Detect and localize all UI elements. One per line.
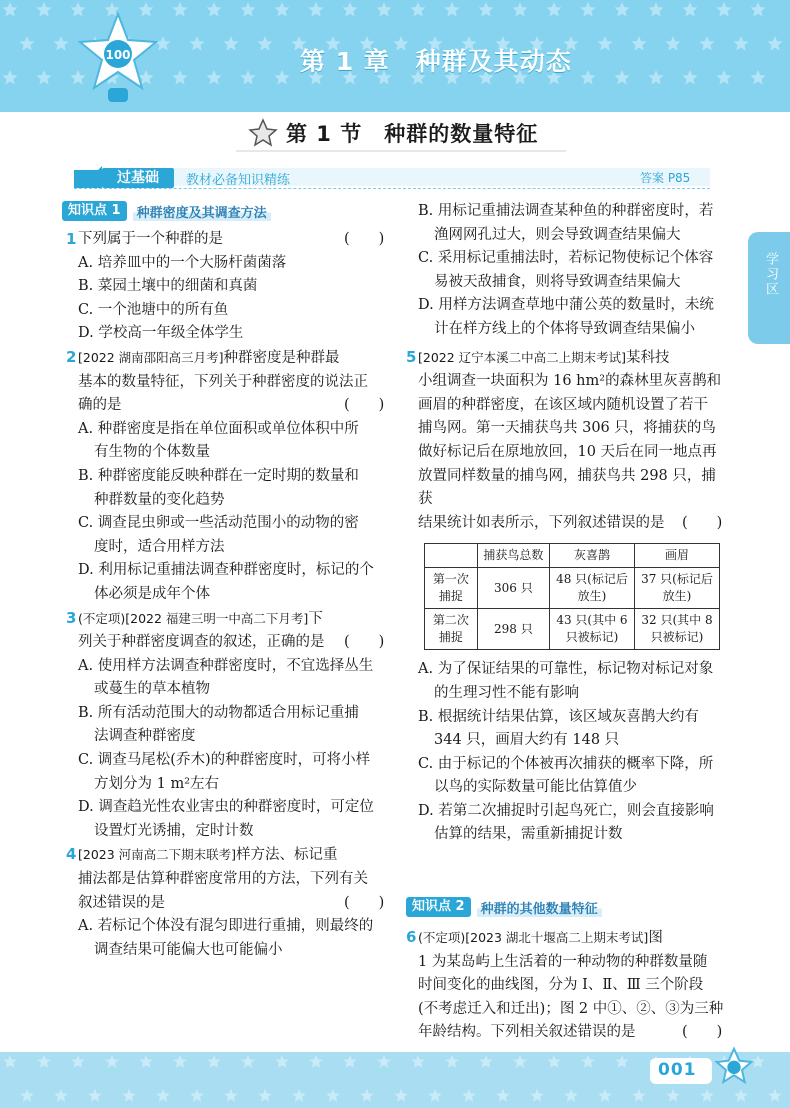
decor-star bbox=[206, 70, 221, 85]
decor-star bbox=[2, 70, 17, 85]
question-number: 6 bbox=[406, 928, 417, 946]
decor-star bbox=[513, 1055, 526, 1068]
table-cell: 第一次捕捉 bbox=[425, 568, 478, 609]
question-stem: 小组调查一块面积为 16 hm²的森林里灰喜鹊和 bbox=[418, 373, 722, 390]
decor-star bbox=[105, 1055, 118, 1068]
question-number: 4 bbox=[66, 845, 77, 864]
question-1 bbox=[66, 228, 390, 346]
option: A. 使用样方法调查种群密度时，不宜选择丛生 或蔓生的草本植物 bbox=[78, 657, 374, 698]
star-mascot-icon bbox=[78, 10, 158, 106]
decor-star bbox=[343, 1055, 356, 1068]
question-stem: 种群密度是种群最 bbox=[223, 349, 340, 366]
decor-star bbox=[19, 36, 34, 51]
question-2 bbox=[66, 346, 390, 607]
knowledge-point-2 bbox=[406, 896, 602, 918]
decor-star bbox=[274, 2, 289, 17]
option: B. 种群密度能反映种群在一定时期的数量和 种群数量的变化趋势 bbox=[78, 467, 359, 508]
decor-star bbox=[308, 2, 323, 17]
decor-star bbox=[360, 1089, 373, 1102]
decor-star bbox=[258, 1089, 271, 1102]
decor-star bbox=[223, 36, 238, 51]
question-6-block bbox=[406, 926, 728, 1045]
chapter-title: 第 1 章 种群及其动态 bbox=[300, 47, 572, 76]
decor-star bbox=[496, 1089, 509, 1102]
decor-star bbox=[172, 70, 187, 85]
decor-star bbox=[326, 1089, 339, 1102]
decor-star bbox=[512, 2, 527, 17]
decor-star bbox=[716, 2, 731, 17]
decor-star bbox=[598, 1089, 611, 1102]
table-cell: 第二次捕捉 bbox=[425, 609, 478, 650]
decor-star bbox=[632, 1089, 645, 1102]
decor-star bbox=[241, 1055, 254, 1068]
option: A. 培养皿中的一个大肠杆菌菌落 bbox=[78, 254, 287, 271]
question-5 bbox=[406, 346, 728, 848]
decor-star bbox=[666, 1089, 679, 1102]
question-number: 3 bbox=[66, 608, 77, 627]
decor-star bbox=[206, 2, 221, 17]
question-number: 1 bbox=[66, 230, 77, 248]
knowledge-point-title: 种群的其他数量特征 bbox=[477, 898, 602, 917]
option: C. 由于标记的个体被再次捕获的概率下降，所 以鸟的实际数量可能比估算值少 bbox=[418, 755, 714, 796]
table-cell: 37 只(标记后放生) bbox=[634, 568, 719, 609]
decor-star bbox=[733, 36, 748, 51]
table-cell: 298 只 bbox=[477, 609, 549, 650]
table-cell: 画眉 bbox=[634, 544, 719, 568]
foundation-subtitle: 教材必备知识精练 bbox=[186, 173, 291, 188]
decor-star bbox=[530, 1089, 543, 1102]
option: A. 若标记个体没有混匀即进行重捕，则最终的 调查结果可能偏大也可能偏小 bbox=[78, 918, 374, 958]
foundation-tag: 过基础 bbox=[102, 168, 174, 188]
decor-star bbox=[275, 1055, 288, 1068]
table-cell: 32 只(其中 8 只被标记) bbox=[634, 609, 719, 650]
question-source: [2023 湖北十堰高二上期末考试] bbox=[465, 930, 649, 945]
table-cell: 48 只(标记后放生) bbox=[549, 568, 634, 609]
decor-star bbox=[3, 1055, 16, 1068]
table-row bbox=[425, 609, 720, 650]
question-prefix: (不定项) bbox=[418, 930, 466, 945]
question-stem: 基本的数量特征，下列关于种群密度的说法正 bbox=[78, 373, 368, 390]
question-source: [2022 湖南邵阳高三月考] bbox=[78, 349, 224, 365]
decor-star bbox=[20, 1089, 33, 1102]
decor-star bbox=[122, 1089, 135, 1102]
option: B. 根据统计结果估算，该区域灰喜鹊大约有 344 只，画眉大约有 148 只 bbox=[418, 708, 699, 749]
question-stem: 结果统计如表所示，下列叙述错误的是 bbox=[418, 514, 665, 531]
question-stem: 时间变化的曲线图，分为 Ⅰ、Ⅱ、Ⅲ 三个阶段 bbox=[418, 977, 704, 994]
decor-star bbox=[682, 2, 697, 17]
decor-star bbox=[54, 1089, 67, 1102]
knowledge-point-tag: 知识点 1 bbox=[62, 201, 127, 221]
question-stem: 列关于种群密度调查的叙述，正确的是 bbox=[78, 634, 325, 651]
decor-star bbox=[207, 1055, 220, 1068]
decor-star bbox=[240, 2, 255, 17]
decor-star bbox=[172, 2, 187, 17]
decor-star bbox=[700, 1089, 713, 1102]
decor-star bbox=[224, 1089, 237, 1102]
section-title: 第 1 节 种群的数量特征 bbox=[286, 122, 539, 146]
decor-star bbox=[240, 70, 255, 85]
answer-paren: ( ) bbox=[682, 1024, 723, 1041]
right-column bbox=[406, 200, 728, 847]
decor-star bbox=[767, 36, 782, 51]
decor-star bbox=[750, 70, 765, 85]
option: B. 用标记重捕法调查某种鱼的种群密度时，若 渔网网孔过大，则会导致调查结果偏大 bbox=[418, 203, 714, 243]
star-icon bbox=[248, 118, 278, 148]
option: A. 种群密度是指在单位面积或单位体积中所 有生物的个体数量 bbox=[78, 420, 359, 461]
table-row bbox=[425, 568, 720, 609]
answer-paren: ( ) bbox=[344, 894, 385, 911]
decor-star bbox=[479, 1055, 492, 1068]
decor-star bbox=[36, 2, 51, 17]
decor-star bbox=[2, 2, 17, 17]
decor-star bbox=[410, 2, 425, 17]
star-mascot-small-icon bbox=[714, 1046, 754, 1086]
decor-star bbox=[445, 1055, 458, 1068]
decor-star bbox=[682, 70, 697, 85]
question-stem: 确的是 bbox=[78, 397, 122, 414]
decor-star bbox=[716, 70, 731, 85]
decor-star bbox=[173, 1055, 186, 1068]
decor-star bbox=[428, 1089, 441, 1102]
decor-star bbox=[309, 1055, 322, 1068]
decor-star bbox=[342, 2, 357, 17]
question-stem: 画眉的种群密度，在该区域内随机设置了若干 bbox=[418, 396, 708, 413]
knowledge-point-tag: 知识点 2 bbox=[406, 897, 471, 917]
question-number: 5 bbox=[406, 347, 417, 366]
decor-star bbox=[564, 1089, 577, 1102]
question-prefix: (不定项) bbox=[78, 610, 126, 626]
table-cell bbox=[425, 544, 478, 568]
option: C. 采用标记重捕法时，若标记物使标记个体容 易被天敌捕食，则将导致调查结果偏大 bbox=[418, 250, 714, 290]
question-stem: 下列属于一个种群的是 bbox=[78, 231, 223, 247]
decor-star bbox=[71, 1055, 84, 1068]
table-cell: 灰喜鹊 bbox=[549, 544, 634, 568]
decor-star bbox=[377, 1055, 390, 1068]
decor-star bbox=[139, 1055, 152, 1068]
option: C. 调查马尾松(乔木)的种群密度时，可将小样 方划分为 1 m²左右 bbox=[78, 752, 371, 792]
option: B. 菜园土壤中的细菌和真菌 bbox=[78, 278, 258, 295]
decor-star bbox=[36, 70, 51, 85]
option: D. 学校高一年级全体学生 bbox=[78, 325, 244, 342]
table-header-row bbox=[425, 544, 720, 568]
question-stem: (不考虑迁入和迁出)；图 2 中①、②、③为三种 bbox=[418, 1000, 724, 1017]
table-cell: 306 只 bbox=[477, 568, 549, 609]
answer-paren: ( ) bbox=[682, 514, 723, 531]
page-number: 001 bbox=[658, 1060, 697, 1080]
decor-star bbox=[444, 2, 459, 17]
decor-star bbox=[478, 2, 493, 17]
decor-star bbox=[614, 2, 629, 17]
decor-star bbox=[546, 2, 561, 17]
question-source: [2022 福建三明一中高二下月考] bbox=[125, 610, 309, 626]
divider bbox=[74, 188, 710, 189]
decor-star bbox=[734, 1089, 747, 1102]
decor-star bbox=[411, 1055, 424, 1068]
decor-star bbox=[750, 2, 765, 17]
decor-star bbox=[274, 70, 289, 85]
decor-star bbox=[376, 2, 391, 17]
question-stem: 捕法都是估算种群密度常用的方法，下列有关 bbox=[78, 871, 368, 888]
question-6 bbox=[406, 926, 728, 1045]
knowledge-point-title: 种群密度及其调查方法 bbox=[133, 202, 271, 221]
option: D. 利用标记重捕法调查种群密度时，标记的个 体必须是成年个体 bbox=[78, 562, 374, 602]
decor-star bbox=[37, 1055, 50, 1068]
option: D. 用样方法调查草地中蒲公英的数量时，未统 计在样方线上的个体将导致调查结果偏小 bbox=[418, 297, 714, 337]
option: D. 调查趋光性农业害虫的种群密度时，可定位 设置灯光诱捕，定时计数 bbox=[78, 799, 374, 839]
question-source: [2023 河南高二下期末联考] bbox=[78, 847, 237, 863]
decor-star bbox=[665, 36, 680, 51]
question-stem: 1 为某岛屿上生活着的一种动物的种群数量随 bbox=[418, 953, 708, 970]
option: A. 为了保证结果的可靠性，标记物对标记对象 的生理习性不能有影响 bbox=[418, 661, 714, 701]
decor-star bbox=[190, 1089, 203, 1102]
decor-star bbox=[462, 1089, 475, 1102]
decor-star bbox=[53, 36, 68, 51]
decor-star bbox=[394, 1089, 407, 1102]
decor-star bbox=[581, 1055, 594, 1068]
answer-paren: ( ) bbox=[344, 397, 385, 414]
option: D. 若第二次捕捉时引起鸟死亡，则会直接影响 估算的结果，需重新捕捉计数 bbox=[418, 802, 714, 843]
decor-star bbox=[699, 36, 714, 51]
question-stem: 捕鸟网。第一天捕获鸟共 306 只，将捕获的鸟 bbox=[418, 420, 716, 437]
decor-star bbox=[547, 1055, 560, 1068]
question-source: [2022 辽宁本溪二中高二上期末考试] bbox=[418, 349, 627, 365]
answer-paren: ( ) bbox=[344, 231, 385, 247]
question-stem: 图 bbox=[648, 930, 663, 946]
left-column bbox=[66, 228, 390, 962]
side-tab-label: 学习区 bbox=[763, 252, 778, 297]
decor-star bbox=[257, 36, 272, 51]
decor-star bbox=[580, 2, 595, 17]
question-stem: 样方法、标记重 bbox=[236, 847, 338, 864]
capture-table bbox=[424, 543, 720, 650]
decor-star bbox=[189, 36, 204, 51]
decor-star bbox=[648, 70, 663, 85]
decor-star bbox=[615, 1055, 628, 1068]
mascot-badge: 100 bbox=[105, 48, 131, 62]
decor-star bbox=[614, 70, 629, 85]
decor-star bbox=[631, 36, 646, 51]
option: C. 调查昆虫卵或一些活动范围小的动物的密 度时，适合用样方法 bbox=[78, 515, 359, 555]
answer-paren: ( ) bbox=[344, 634, 385, 651]
knowledge-point-1 bbox=[62, 200, 271, 222]
question-number: 2 bbox=[66, 347, 77, 366]
answer-reference: 答案 P85 bbox=[640, 171, 691, 185]
question-stem: 年龄结构。下列相关叙述错误的是 bbox=[418, 1024, 636, 1041]
decor-star bbox=[292, 1089, 305, 1102]
question-stem: 某科技 bbox=[626, 349, 670, 366]
decor-star bbox=[648, 2, 663, 17]
table-cell: 捕获鸟总数 bbox=[477, 544, 549, 568]
question-stem: 叙述错误的是 bbox=[78, 894, 165, 911]
option: C. 一个池塘中的所有鱼 bbox=[78, 301, 229, 318]
decor-star bbox=[156, 1089, 169, 1102]
table-cell: 43 只(其中 6 只被标记) bbox=[549, 609, 634, 650]
option: B. 所有活动范围大的动物都适合用标记重捕 法调查种群密度 bbox=[78, 704, 359, 745]
question-stem: 做好标记后在原地放回，10 天后在同一地点再 bbox=[418, 443, 717, 460]
decor-star bbox=[768, 1089, 781, 1102]
question-3 bbox=[66, 607, 390, 844]
decor-star bbox=[88, 1089, 101, 1102]
question-stem: 下 bbox=[308, 610, 323, 627]
question-stem: 放置同样数量的捕鸟网，捕获鸟共 298 只，捕获 bbox=[418, 467, 716, 508]
question-4 bbox=[66, 843, 390, 962]
